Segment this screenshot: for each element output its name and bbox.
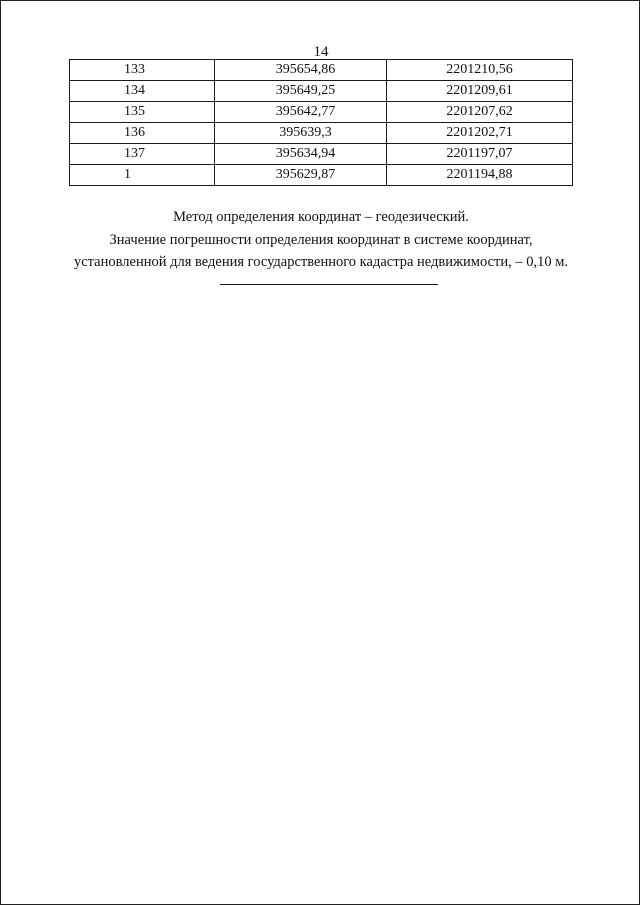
x-coordinate-cell: 395629,87 <box>215 165 387 186</box>
table-row <box>70 165 573 186</box>
page-number: 14 <box>313 44 329 60</box>
method-paragraph: Метод определения координат – геодезический. <box>173 209 469 225</box>
table-row <box>70 123 573 144</box>
y-coordinate-cell: 2201207,62 <box>387 102 573 123</box>
table-row <box>70 60 573 81</box>
table-row <box>70 102 573 123</box>
y-coordinate-cell: 2201209,61 <box>387 81 573 102</box>
accuracy-paragraph <box>41 229 601 273</box>
y-coordinate-cell: 2201197,07 <box>387 144 573 165</box>
x-coordinate-cell: 395639,3 <box>215 123 387 144</box>
table-row <box>70 81 573 102</box>
x-coordinate-cell: 395642,77 <box>215 102 387 123</box>
point-number-cell: 137 <box>70 144 215 165</box>
accuracy-line-2: установленной для ведения государственного кадастра недвижимости, – 0,10 м. <box>73 254 569 270</box>
x-coordinate-cell: 395654,86 <box>215 60 387 81</box>
coordinates-table <box>69 59 573 186</box>
point-number-cell: 135 <box>70 102 215 123</box>
point-number-cell: 134 <box>70 81 215 102</box>
accuracy-line-1: Значение погрешности определения координат в системе координат, <box>109 232 533 248</box>
y-coordinate-cell: 2201210,56 <box>387 60 573 81</box>
point-number-cell: 133 <box>70 60 215 81</box>
closing-rule <box>220 284 438 285</box>
y-coordinate-cell: 2201194,88 <box>387 165 573 186</box>
point-number-cell: 136 <box>70 123 215 144</box>
y-coordinate-cell: 2201202,71 <box>387 123 573 144</box>
point-number-cell: 1 <box>70 165 215 186</box>
x-coordinate-cell: 395649,25 <box>215 81 387 102</box>
x-coordinate-cell: 395634,94 <box>215 144 387 165</box>
table-row <box>70 144 573 165</box>
